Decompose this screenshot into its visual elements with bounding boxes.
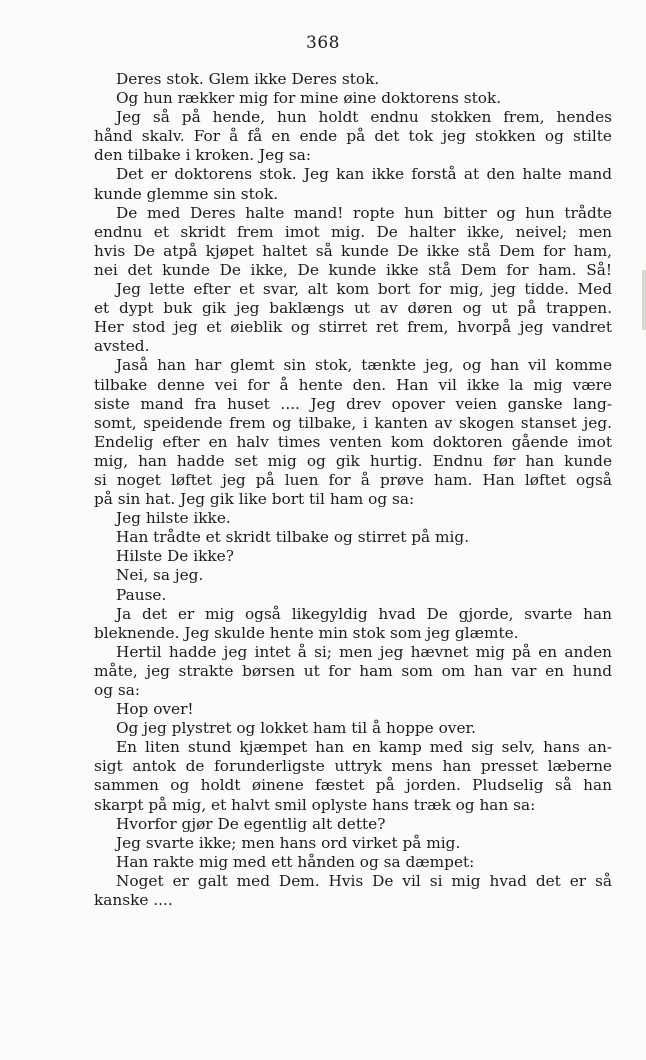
text-line: somt, speidende frem og tilbake, i kanten av skogen stanset jeg. xyxy=(94,413,612,432)
text-line: Ja det er mig også likegyldig hvad De gjorde, svarte han xyxy=(116,604,612,623)
text-line: skarpt på mig, et halvt smil oplyste hans træk og han sa: xyxy=(94,795,536,814)
text-line: siste mand fra huset .... Jeg drev opover veien ganske lang- xyxy=(94,394,612,413)
text-line: En liten stund kjæmpet han en kamp med sig selv, hans an- xyxy=(116,738,612,757)
text-line: Og jeg plystret og lokket ham til å hoppe over. xyxy=(116,719,476,738)
text-line: Deres stok. Glem ikke Deres stok. xyxy=(116,70,380,88)
text-line: Her stod jeg et øieblik og stirret ret frem, hvorpå jeg vandret xyxy=(94,318,612,337)
text-line: sigt antok de forunderligste uttryk mens han presset læberne xyxy=(94,757,612,776)
text-line: endnu et skridt frem imot mig. De halter ikke, neivel; men xyxy=(94,222,612,241)
text-line: den tilbake i kroken. Jeg sa: xyxy=(94,146,311,165)
text-line: Jeg svarte ikke; men hans ord virket på mig. xyxy=(116,833,461,852)
text-line: si noget løftet jeg på luen for å prøve ham. Han løftet også xyxy=(94,470,612,489)
text-line: hvis De atpå kjøpet haltet så kunde De ikke stå Dem for ham, xyxy=(94,241,612,260)
text-line: sammen og holdt øinene fæstet på jorden. Pludselig så han xyxy=(94,776,612,795)
text-line: Hilste De ikke? xyxy=(116,547,234,566)
text-line: måte, jeg strakte børsen ut for ham som om han var en hund xyxy=(94,661,612,680)
text-line: og sa: xyxy=(94,681,140,699)
text-line: Noget er galt med Dem. Hvis De vil si mig hvad det er så xyxy=(116,871,612,890)
text-line: kanske .... xyxy=(94,891,173,910)
text-line: Hop over! xyxy=(116,700,194,719)
text-line: De med Deres halte mand! ropte hun bitter og hun trådte xyxy=(116,203,612,222)
text-line: Endelig efter en halv times venten kom doktoren gående imot xyxy=(94,432,612,451)
text-line: avsted. xyxy=(94,337,150,356)
text-line: et dypt buk gik jeg baklængs ut av døren og ut på trappen. xyxy=(94,299,612,318)
text-line: Jeg hilste ikke. xyxy=(116,509,231,528)
text-line: Det er doktorens stok. Jeg kan ikke forstå at den halte mand xyxy=(116,165,612,184)
text-line: mig, han hadde set mig og gik hurtig. Endnu før han kunde xyxy=(94,451,612,470)
page-number: 368 xyxy=(306,33,340,53)
text-line: hånd skalv. For å få en ende på det tok jeg stokken og stilte xyxy=(94,127,612,146)
text-line: Jeg så på hende, hun holdt endnu stokken frem, hendes xyxy=(116,108,612,127)
text-line: Han rakte mig med ett hånden og sa dæmpet: xyxy=(116,852,475,871)
page-edge-shadow xyxy=(642,270,646,330)
text-line: Hvorfor gjør De egentlig alt dette? xyxy=(116,814,386,833)
text-line: Hertil hadde jeg intet å si; men jeg hævnet mig på en anden xyxy=(116,642,612,661)
text-line: Og hun rækker mig for mine øine doktorens stok. xyxy=(116,89,502,108)
body-text xyxy=(94,70,612,910)
text-line: tilbake denne vei for å hente den. Han vil ikke la mig være xyxy=(94,375,612,394)
text-line: nei det kunde De ikke, De kunde ikke stå Dem for ham. Så! xyxy=(94,260,612,279)
text-line: Jaså han har glemt sin stok, tænkte jeg, og han vil komme xyxy=(116,356,612,375)
text-line: Jeg lette efter et svar, alt kom bort for mig, jeg tidde. Med xyxy=(116,280,612,299)
text-line: bleknende. Jeg skulde hente min stok som jeg glæmte. xyxy=(94,623,519,642)
text-line: Nei, sa jeg. xyxy=(116,566,204,585)
text-line: på sin hat. Jeg gik like bort til ham og sa: xyxy=(94,490,415,509)
text-line: Pause. xyxy=(116,585,167,604)
text-line: Han trådte et skridt tilbake og stirret på mig. xyxy=(116,528,470,547)
text-line: kunde glemme sin stok. xyxy=(94,184,279,203)
